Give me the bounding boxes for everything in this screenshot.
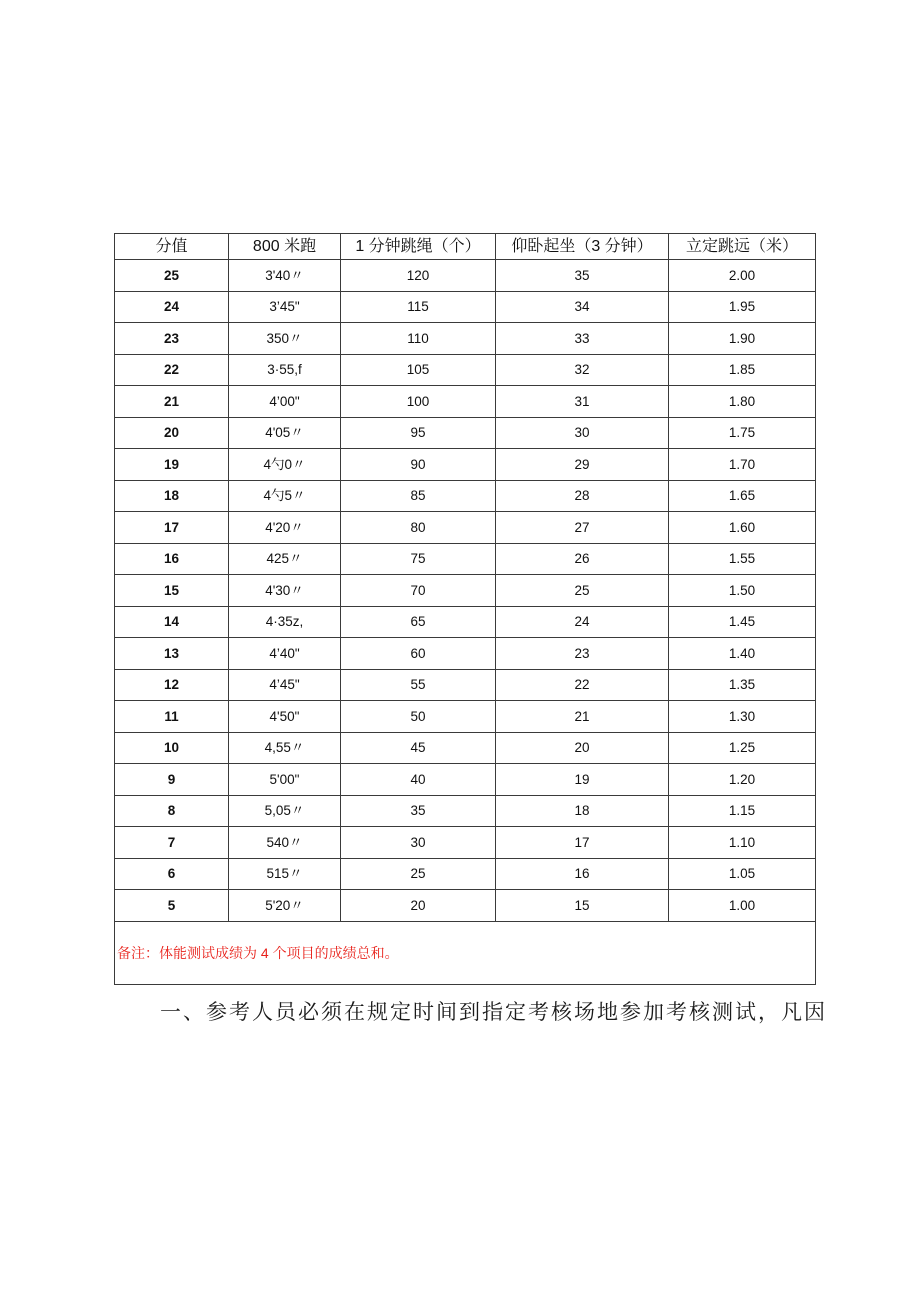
table-row bbox=[115, 323, 816, 355]
jump-rope-cell: 120 bbox=[341, 260, 496, 292]
table-row bbox=[115, 795, 816, 827]
table-row bbox=[115, 858, 816, 890]
long-jump-cell: 1.90 bbox=[669, 323, 816, 355]
sit-ups-cell: 20 bbox=[496, 732, 669, 764]
sit-ups-cell: 27 bbox=[496, 512, 669, 544]
run-time-cell: 3·55,f bbox=[229, 354, 341, 386]
score-cell: 25 bbox=[115, 260, 229, 292]
table-header-row bbox=[115, 234, 816, 260]
score-cell: 12 bbox=[115, 669, 229, 701]
run-time-cell: 4'05〃 bbox=[229, 417, 341, 449]
run-time-cell: 3'40〃 bbox=[229, 260, 341, 292]
score-cell: 5 bbox=[115, 890, 229, 922]
long-jump-cell: 1.45 bbox=[669, 606, 816, 638]
jump-rope-cell: 25 bbox=[341, 858, 496, 890]
run-time-cell: 4'30〃 bbox=[229, 575, 341, 607]
table-row bbox=[115, 669, 816, 701]
sit-ups-cell: 35 bbox=[496, 260, 669, 292]
note-row bbox=[115, 921, 816, 984]
score-cell: 7 bbox=[115, 827, 229, 859]
jump-rope-cell: 100 bbox=[341, 386, 496, 418]
long-jump-cell: 1.40 bbox=[669, 638, 816, 670]
long-jump-cell: 1.95 bbox=[669, 291, 816, 323]
jump-rope-cell: 45 bbox=[341, 732, 496, 764]
table-row bbox=[115, 732, 816, 764]
run-time-cell: 540〃 bbox=[229, 827, 341, 859]
sit-ups-cell: 30 bbox=[496, 417, 669, 449]
table-row bbox=[115, 386, 816, 418]
jump-rope-cell: 20 bbox=[341, 890, 496, 922]
run-time-cell: 4’40" bbox=[229, 638, 341, 670]
long-jump-cell: 1.20 bbox=[669, 764, 816, 796]
jump-rope-cell: 65 bbox=[341, 606, 496, 638]
jump-rope-cell: 115 bbox=[341, 291, 496, 323]
sit-ups-cell: 24 bbox=[496, 606, 669, 638]
run-time-cell: 5,05〃 bbox=[229, 795, 341, 827]
jump-rope-cell: 60 bbox=[341, 638, 496, 670]
table-row bbox=[115, 480, 816, 512]
long-jump-cell: 1.00 bbox=[669, 890, 816, 922]
header-800m-run: 800 米跑 bbox=[229, 234, 341, 260]
score-cell: 8 bbox=[115, 795, 229, 827]
sit-ups-cell: 28 bbox=[496, 480, 669, 512]
sit-ups-cell: 18 bbox=[496, 795, 669, 827]
table-row bbox=[115, 575, 816, 607]
long-jump-cell: 1.25 bbox=[669, 732, 816, 764]
long-jump-cell: 1.60 bbox=[669, 512, 816, 544]
jump-rope-cell: 55 bbox=[341, 669, 496, 701]
sit-ups-cell: 15 bbox=[496, 890, 669, 922]
run-time-cell: 4'50" bbox=[229, 701, 341, 733]
table-row bbox=[115, 890, 816, 922]
score-cell: 21 bbox=[115, 386, 229, 418]
jump-rope-cell: 30 bbox=[341, 827, 496, 859]
jump-rope-cell: 70 bbox=[341, 575, 496, 607]
header-sit-ups: 仰卧起坐（3 分钟） bbox=[496, 234, 669, 260]
table-row bbox=[115, 827, 816, 859]
table-row bbox=[115, 512, 816, 544]
sit-ups-cell: 33 bbox=[496, 323, 669, 355]
table-row bbox=[115, 449, 816, 481]
run-time-cell: 4’00" bbox=[229, 386, 341, 418]
run-time-cell: 4'20〃 bbox=[229, 512, 341, 544]
run-time-cell: 4’45" bbox=[229, 669, 341, 701]
jump-rope-cell: 75 bbox=[341, 543, 496, 575]
table-row bbox=[115, 543, 816, 575]
table-row bbox=[115, 606, 816, 638]
long-jump-cell: 1.30 bbox=[669, 701, 816, 733]
sit-ups-cell: 25 bbox=[496, 575, 669, 607]
score-cell: 20 bbox=[115, 417, 229, 449]
long-jump-cell: 1.50 bbox=[669, 575, 816, 607]
score-cell: 24 bbox=[115, 291, 229, 323]
run-time-cell: 4,55〃 bbox=[229, 732, 341, 764]
jump-rope-cell: 80 bbox=[341, 512, 496, 544]
sit-ups-cell: 29 bbox=[496, 449, 669, 481]
long-jump-cell: 1.35 bbox=[669, 669, 816, 701]
sit-ups-cell: 17 bbox=[496, 827, 669, 859]
run-time-cell: 3’45" bbox=[229, 291, 341, 323]
long-jump-cell: 1.75 bbox=[669, 417, 816, 449]
score-cell: 11 bbox=[115, 701, 229, 733]
long-jump-cell: 1.05 bbox=[669, 858, 816, 890]
sit-ups-cell: 32 bbox=[496, 354, 669, 386]
header-score: 分值 bbox=[115, 234, 229, 260]
score-cell: 13 bbox=[115, 638, 229, 670]
header-jump-rope: 1 分钟跳绳（个） bbox=[341, 234, 496, 260]
score-cell: 15 bbox=[115, 575, 229, 607]
table-row bbox=[115, 638, 816, 670]
long-jump-cell: 1.85 bbox=[669, 354, 816, 386]
run-time-cell: 515〃 bbox=[229, 858, 341, 890]
score-cell: 23 bbox=[115, 323, 229, 355]
sit-ups-cell: 21 bbox=[496, 701, 669, 733]
score-table bbox=[114, 233, 816, 985]
sit-ups-cell: 31 bbox=[496, 386, 669, 418]
sit-ups-cell: 22 bbox=[496, 669, 669, 701]
score-cell: 6 bbox=[115, 858, 229, 890]
table-note: 备注：体能测试成绩为 4 个项目的成绩总和。 bbox=[115, 921, 816, 984]
run-time-cell: 425〃 bbox=[229, 543, 341, 575]
long-jump-cell: 1.65 bbox=[669, 480, 816, 512]
score-cell: 18 bbox=[115, 480, 229, 512]
jump-rope-cell: 40 bbox=[341, 764, 496, 796]
body-paragraph: 一、参考人员必须在规定时间到指定考核场地参加考核测试，凡因 bbox=[160, 1000, 827, 1024]
run-time-cell: 5'20〃 bbox=[229, 890, 341, 922]
table-row bbox=[115, 417, 816, 449]
sit-ups-cell: 26 bbox=[496, 543, 669, 575]
jump-rope-cell: 105 bbox=[341, 354, 496, 386]
table-row bbox=[115, 701, 816, 733]
jump-rope-cell: 35 bbox=[341, 795, 496, 827]
table-row bbox=[115, 764, 816, 796]
long-jump-cell: 2.00 bbox=[669, 260, 816, 292]
sit-ups-cell: 34 bbox=[496, 291, 669, 323]
table-row bbox=[115, 354, 816, 386]
sit-ups-cell: 16 bbox=[496, 858, 669, 890]
table-row bbox=[115, 260, 816, 292]
jump-rope-cell: 90 bbox=[341, 449, 496, 481]
header-standing-long-jump: 立定跳远（米） bbox=[669, 234, 816, 260]
long-jump-cell: 1.70 bbox=[669, 449, 816, 481]
run-time-cell: 4勺5〃 bbox=[229, 480, 341, 512]
jump-rope-cell: 110 bbox=[341, 323, 496, 355]
score-cell: 17 bbox=[115, 512, 229, 544]
jump-rope-cell: 85 bbox=[341, 480, 496, 512]
sit-ups-cell: 19 bbox=[496, 764, 669, 796]
score-cell: 22 bbox=[115, 354, 229, 386]
sit-ups-cell: 23 bbox=[496, 638, 669, 670]
long-jump-cell: 1.55 bbox=[669, 543, 816, 575]
run-time-cell: 350〃 bbox=[229, 323, 341, 355]
table-body bbox=[115, 260, 816, 922]
score-cell: 16 bbox=[115, 543, 229, 575]
run-time-cell: 4·35z, bbox=[229, 606, 341, 638]
score-cell: 10 bbox=[115, 732, 229, 764]
jump-rope-cell: 50 bbox=[341, 701, 496, 733]
long-jump-cell: 1.10 bbox=[669, 827, 816, 859]
score-cell: 9 bbox=[115, 764, 229, 796]
table-row bbox=[115, 291, 816, 323]
run-time-cell: 4勺0〃 bbox=[229, 449, 341, 481]
run-time-cell: 5'00" bbox=[229, 764, 341, 796]
long-jump-cell: 1.80 bbox=[669, 386, 816, 418]
long-jump-cell: 1.15 bbox=[669, 795, 816, 827]
score-cell: 19 bbox=[115, 449, 229, 481]
jump-rope-cell: 95 bbox=[341, 417, 496, 449]
score-cell: 14 bbox=[115, 606, 229, 638]
